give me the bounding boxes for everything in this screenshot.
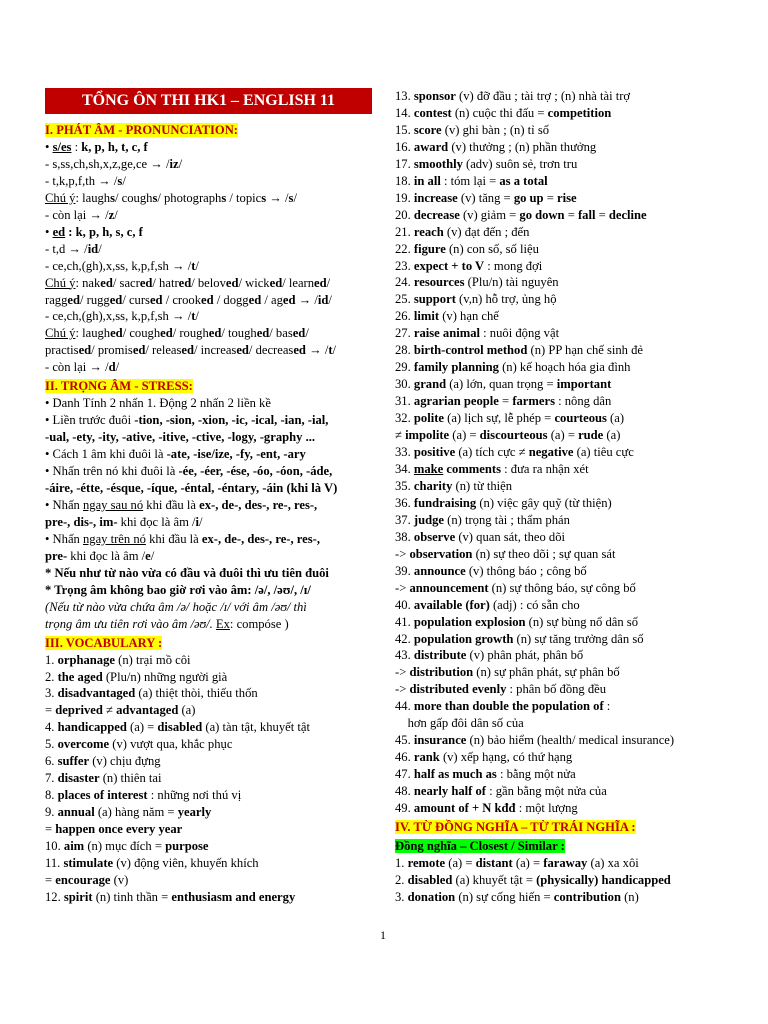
left-text-line: 10. aim (n) mục đích = purpose: [45, 839, 209, 854]
left-text-line: • Danh Tính 2 nhấn 1. Động 2 nhấn 2 liền kề: [45, 396, 271, 411]
right-text-line: 21. reach (v) đạt đến ; đến: [395, 224, 530, 239]
right-text-line: 31. agrarian people = farmers : nông dân: [395, 394, 612, 409]
right-text-line: 47. half as much as : bằng một nửa: [395, 767, 576, 782]
left-text-line: • Nhấn ngay trên nó khi đầu là ex-, de-, des-, re-, res-,: [45, 531, 320, 546]
left-text-line: 6. suffer (v) chịu đựng: [45, 754, 161, 769]
right-text-line: 32. polite (a) lịch sự, lễ phép = courteous (a): [395, 411, 625, 426]
right-text-line: 49. amount of + N kđđ : một lượng: [395, 801, 578, 816]
right-text-line: hơn gấp đôi dân số của: [395, 716, 524, 731]
right-text-line: 13. sponsor (v) đỡ đầu ; tài trợ ; (n) nhà tài trợ: [395, 89, 631, 103]
section-heading: [45, 635, 380, 652]
section-heading-label: III. VOCABULARY :: [45, 635, 163, 650]
left-column: [45, 88, 380, 906]
left-text-line: practised/ promised/ released/ increased/ decreased → /t/: [45, 343, 337, 358]
left-text-line: - ce,ch,(gh),x,ss, k,p,f,sh → /t/: [45, 258, 199, 273]
subsection-heading: [395, 838, 740, 855]
right-text-line: -> announcement (n) sự thông báo, sự công bố: [395, 580, 636, 595]
right-text-line: 17. smoothly (adv) suôn sẻ, trơn tru: [395, 156, 578, 171]
left-text-line: - s,ss,ch,sh,x,z,ge,ce → /iz/: [45, 156, 183, 171]
section-heading: [45, 122, 380, 139]
right-text-line: 27. raise animal : nuôi động vật: [395, 326, 560, 341]
right-text-line: -> distributed evenly : phân bố đồng đều: [395, 682, 607, 697]
left-text-line: 4. handicapped (a) = disabled (a) tàn tật, khuyết tật: [45, 720, 310, 735]
left-text-line: 7. disaster (n) thiên tai: [45, 771, 162, 786]
right-text-line: 41. population explosion (n) sự bùng nổ dân số: [395, 614, 638, 629]
right-text-line: 20. decrease (v) giảm = go down = fall = decline: [395, 207, 647, 222]
left-text-line: ragged/ rugged/ cursed / crooked / dogged / aged → /id/: [45, 292, 332, 307]
left-text-line: Chú ý: naked/ sacred/ hatred/ beloved/ wicked/ learned/: [45, 275, 331, 290]
left-text-line: • Nhấn trên nó khi đuôi là -ée, -éer, -ése, -óo, -óon, -áde,: [45, 464, 333, 479]
subsection-heading-label: Đồng nghĩa – Closest / Similar :: [395, 838, 565, 853]
right-text-line: 24. resources (Plu/n) tài nguyên: [395, 275, 559, 290]
right-text-line: 1. remote (a) = distant (a) = faraway (a) xa xôi: [395, 855, 639, 870]
right-text-line: 28. birth-control method (n) PP hạn chế sinh đẻ: [395, 343, 644, 358]
right-text-line: ≠ impolite (a) = discourteous (a) = rude (a): [395, 428, 621, 443]
right-text-line: 19. increase (v) tăng = go up = rise: [395, 190, 577, 205]
right-text-line: 39. announce (v) thông báo ; công bố: [395, 563, 587, 578]
left-text-line: • s/es : k, p, h, t, c, f: [45, 139, 148, 154]
right-text-line: 3. donation (n) sự cống hiến = contribution (n): [395, 889, 639, 904]
left-text-line: -ual, -ety, -ity, -ative, -itive, -ctive, -logy, -graphy ...: [45, 430, 316, 445]
right-text-line: 26. limit (v) hạn chế: [395, 309, 499, 324]
document-title: TỔNG ÔN THI HK1 – ENGLISH 11: [45, 88, 372, 114]
left-text-line: trọng âm ưu tiên rơi vào âm /əʊ/. Ex: compóse ): [45, 616, 289, 631]
right-text-line: 38. observe (v) quan sát, theo dõi: [395, 529, 565, 544]
page-number: 1: [380, 928, 386, 942]
left-text-line: = deprived ≠ advantaged (a): [45, 703, 196, 718]
section-heading-label: I. PHÁT ÂM - PRONUNCIATION:: [45, 123, 238, 137]
right-column: [395, 88, 740, 906]
left-text-line: 12. spirit (n) tinh thần = enthusiasm and energy: [45, 889, 296, 904]
right-text-line: 43. distribute (v) phân phát, phân bố: [395, 648, 584, 663]
left-text-line: pre- khi đọc là âm /e/: [45, 548, 155, 563]
left-text-line: Chú ý: laughed/ coughed/ roughed/ toughed/ based/: [45, 326, 309, 341]
left-text-line: pre-, dis-, im- khi đọc là âm /i/: [45, 514, 203, 529]
right-text-line: 46. rank (v) xếp hạng, có thứ hạng: [395, 750, 573, 765]
section-heading: [395, 819, 740, 836]
right-text-line: -> distribution (n) sự phân phát, sự phân bố: [395, 665, 620, 680]
left-text-line: - t,k,p,f,th → /s/: [45, 173, 126, 188]
left-text-line: -áire, -étte, -ésque, -íque, -éntal, -éntary, -áin (khi là V): [45, 481, 338, 496]
left-text-line: • Liền trước đuôi -tion, -sion, -xion, -ic, -ical, -ian, -ial,: [45, 413, 329, 428]
right-text-line: 15. score (v) ghi bàn ; (n) tỉ số: [395, 122, 550, 137]
left-text-line: 9. annual (a) hàng năm = yearly: [45, 805, 212, 820]
left-text-line: Chú ý: laughs/ coughs/ photographs / topics → /s/: [45, 190, 297, 205]
left-text-line: 11. stimulate (v) động viên, khuyến khích: [45, 855, 259, 870]
right-text-line: -> observation (n) sự theo dõi ; sự quan sát: [395, 546, 616, 561]
section-heading-label: IV. TỪ ĐỒNG NGHĨA – TỪ TRÁI NGHĨA :: [395, 819, 636, 834]
right-text-line: 22. figure (n) con số, số liệu: [395, 241, 539, 256]
right-text-line: 36. fundraising (n) việc gây quỹ (từ thiện): [395, 495, 612, 510]
right-text-line: 33. positive (a) tích cực ≠ negative (a) tiêu cực: [395, 445, 634, 460]
left-text-line: (Nếu từ nào vừa chứa âm /ə/ hoặc /ɪ/ với âm /əʊ/ thì: [45, 599, 307, 614]
left-text-line: - còn lại → /z/: [45, 207, 118, 222]
left-text-line: * Nếu như từ nào vừa có đầu và đuôi thì ưu tiên đuôi: [45, 565, 329, 580]
left-text-line: - ce,ch,(gh),x,ss, k,p,f,sh → /t/: [45, 309, 199, 324]
right-text-line: 18. in all : tóm lại = as a total: [395, 173, 548, 188]
right-text-line: 14. contest (n) cuộc thi đấu = competition: [395, 105, 612, 120]
left-text-line: * Trọng âm không bao giờ rơi vào âm: /ə/, /əʊ/, /ɪ/: [45, 582, 311, 597]
right-text-line: 30. grand (a) lớn, quan trọng = important: [395, 377, 612, 392]
left-text-line: • Nhấn ngay sau nó khi đầu là ex-, de-, des-, re-, res-,: [45, 497, 318, 512]
right-text-line: 16. award (v) thưởng ; (n) phần thưởng: [395, 139, 597, 154]
right-text-line: 44. more than double the population of :: [395, 699, 611, 714]
left-text-line: - t,d → /id/: [45, 241, 102, 256]
right-text-line: 48. nearly half of : gần bằng một nửa của: [395, 784, 607, 799]
right-text-line: 42. population growth (n) sự tăng trưởng dân số: [395, 631, 644, 646]
left-text-line: = happen once every year: [45, 822, 183, 837]
left-text-line: • Cách 1 âm khi đuôi là -ate, -ise/ize, -fy, -ent, -ary: [45, 447, 306, 462]
left-text-line: 5. overcome (v) vượt qua, khắc phục: [45, 737, 233, 752]
left-text-line: = encourage (v): [45, 872, 129, 887]
right-text-line: 25. support (v,n) hỗ trợ, ủng hộ: [395, 292, 557, 307]
right-text-line: 40. available (for) (adj) : có sẵn cho: [395, 597, 580, 612]
right-text-line: 34. make comments : đưa ra nhận xét: [395, 461, 589, 476]
left-text-line: • ed : k, p, h, s, c, f: [45, 224, 143, 239]
left-text-line: 3. disadvantaged (a) thiệt thòi, thiếu thốn: [45, 686, 258, 701]
left-text-line: 8. places of interest : những nơi thú vị: [45, 788, 242, 803]
right-text-line: 35. charity (n) từ thiện: [395, 478, 513, 493]
left-text-line: 2. the aged (Plu/n) những người già: [45, 669, 228, 684]
right-text-line: 2. disabled (a) khuyết tật = (physically) handicapped: [395, 872, 671, 887]
right-text-line: 45. insurance (n) bảo hiểm (health/ medical insurance): [395, 733, 675, 748]
right-text-line: 23. expect + to V : mong đợi: [395, 258, 543, 273]
section-heading: [45, 378, 380, 395]
left-text-line: - còn lại → /d/: [45, 360, 120, 375]
right-text-line: 37. judge (n) trọng tài ; thẩm phán: [395, 512, 570, 527]
right-text-line: 29. family planning (n) kế hoạch hóa gia đình: [395, 360, 631, 375]
section-heading-label: II. TRỌNG ÂM - STRESS:: [45, 379, 193, 394]
left-text-line: 1. orphanage (n) trại mồ côi: [45, 652, 191, 667]
